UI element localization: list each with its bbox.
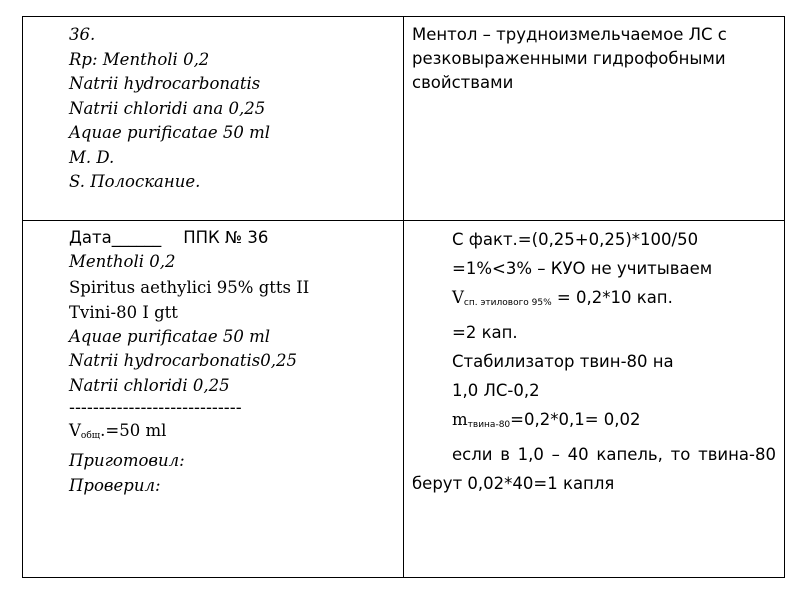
prescription-line: Aquae purificatae 50 ml <box>69 123 271 142</box>
total-volume <box>69 418 403 449</box>
date-label: Дата______ <box>69 228 162 247</box>
prescription-line: Rp: Mentholi 0,2 <box>69 49 210 69</box>
calc-line: =2 кап. <box>452 323 518 342</box>
ppk-line: Natrii chloridi 0,25 <box>69 375 230 395</box>
checked-label: Проверил: <box>69 475 161 495</box>
ppk-line: Natrii hydrocarbonatis0,25 <box>69 351 297 370</box>
prescription-block <box>23 17 403 195</box>
volume-subscript: сп. этилового 95% <box>463 298 552 308</box>
calc-value: = 0,2*10 кап. <box>551 288 673 307</box>
prescription-line: M. D. <box>69 147 115 167</box>
calc-line <box>412 405 776 440</box>
prepared-label: Приготовил: <box>69 451 185 470</box>
volume-symbol: V <box>452 288 464 307</box>
divider-dashes: ----------------------------- <box>69 398 242 417</box>
mass-subscript: твина-80 <box>467 420 511 430</box>
ppk-header <box>69 225 403 250</box>
ppk-number: ППК № 36 <box>183 228 269 247</box>
calculation-cell <box>404 221 785 578</box>
prescription-number: 36. <box>69 25 96 44</box>
prescription-signa: S. Полоскание. <box>69 172 201 191</box>
volume-value: .=50 ml <box>100 421 167 440</box>
volume-subscript: общ <box>80 431 101 441</box>
calc-paragraph: если в 1,0 – 40 капель, то твина-80 берут 0,02*40=1 капля <box>412 445 776 493</box>
ppk-cell <box>23 221 404 578</box>
table-row-top <box>23 17 785 221</box>
prescription-line: Natrii hydrocarbonatis <box>69 74 261 93</box>
calc-line <box>412 283 776 318</box>
recipe-table <box>22 16 785 578</box>
description-cell <box>404 17 785 221</box>
mass-symbol: m <box>452 410 468 429</box>
calc-line: С факт.=(0,25+0,25)*100/50 <box>452 230 699 249</box>
description-text: Ментол – трудноизмельчаемое ЛС с резковыраженными гидрофобными свойствами <box>412 25 727 92</box>
calc-value: =0,2*0,1= 0,02 <box>510 410 641 429</box>
ppk-line: Spiritus aethylici 95% gtts II <box>69 277 310 297</box>
calc-line: 1,0 ЛС-0,2 <box>452 381 540 400</box>
calc-line: Стабилизатор твин-80 на <box>452 352 674 371</box>
ppk-line: Aquae purificatae 50 ml <box>69 326 271 346</box>
ppk-line: Mentholi 0,2 <box>69 252 176 271</box>
calculation-block <box>404 221 784 498</box>
calc-line: =1%<3% – КУО не учитываем <box>452 259 713 278</box>
ppk-line: Tvini-80 I gtt <box>69 302 178 322</box>
prescription-cell <box>23 17 404 221</box>
volume-symbol: V <box>69 421 81 440</box>
table-row-bottom <box>23 221 785 578</box>
prescription-line: Natrii chloridi ana 0,25 <box>69 98 266 118</box>
ppk-block <box>23 221 403 498</box>
